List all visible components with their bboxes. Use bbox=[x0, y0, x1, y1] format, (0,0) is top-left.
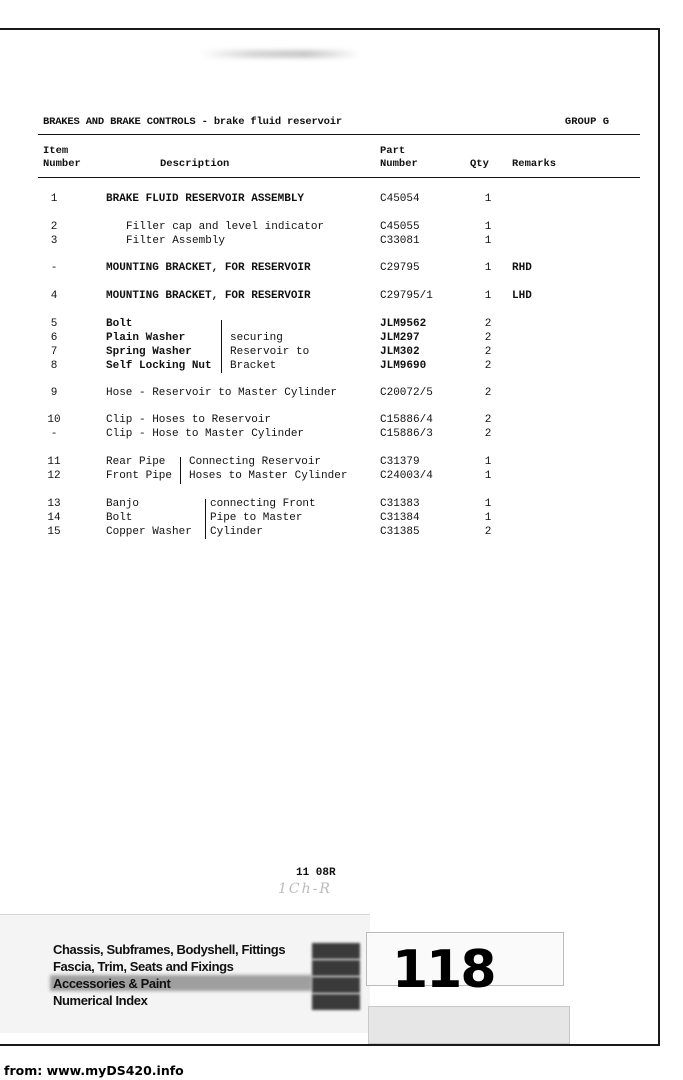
bottom-strip bbox=[368, 1006, 570, 1044]
table-row: 14 Bolt Pipe to Master C31384 1 bbox=[47, 512, 492, 524]
index-tab bbox=[312, 994, 360, 1010]
index-item-accessories: Accessories & Paint bbox=[53, 976, 171, 991]
page-number: 118 bbox=[392, 940, 495, 1000]
table-row: 9 Hose - Reservoir to Master Cylinder C20072/5 2 bbox=[50, 387, 492, 399]
scan-smudge bbox=[200, 50, 360, 58]
table-row: 4 MOUNTING BRACKET, FOR RESERVOIR C29795/1 1 LHD bbox=[50, 290, 532, 302]
section-header bbox=[43, 116, 613, 132]
handwritten-scrawl: 1Ch-R bbox=[278, 881, 332, 897]
table-row: 7 Spring Washer Reservoir to JLM302 2 bbox=[50, 346, 492, 358]
source-credit: from: www.myDS420.info bbox=[4, 1063, 184, 1078]
col-description: Description bbox=[160, 158, 230, 170]
group-brace bbox=[180, 457, 181, 484]
col-part: Part Number bbox=[380, 145, 418, 170]
col-remarks: Remarks bbox=[512, 158, 557, 170]
header-rule bbox=[38, 134, 640, 135]
table-row: 3 Filter Assembly C33081 1 bbox=[50, 235, 492, 247]
section-title: BRAKES AND BRAKE CONTROLS - brake fluid reservoir bbox=[43, 116, 342, 128]
index-tab bbox=[312, 943, 360, 959]
group-brace bbox=[221, 320, 222, 373]
index-tab bbox=[312, 960, 360, 976]
col-item: Item Number bbox=[43, 145, 81, 170]
col-qty: Qty bbox=[470, 158, 489, 170]
group-brace bbox=[205, 499, 206, 539]
table-row: - Clip - Hose to Master Cylinder C15886/3 2 bbox=[50, 428, 492, 440]
page-code: 11 08R bbox=[296, 867, 336, 879]
index-tab bbox=[312, 977, 360, 993]
index-item-fascia: Fascia, Trim, Seats and Fixings bbox=[53, 959, 234, 974]
index-item-chassis: Chassis, Subframes, Bodyshell, Fittings bbox=[53, 942, 286, 957]
table-row: 6 Plain Washer securing JLM297 2 bbox=[50, 332, 492, 344]
column-rule bbox=[38, 177, 640, 178]
table-row: 10 Clip - Hoses to Reservoir C15886/4 2 bbox=[47, 414, 492, 426]
table-row: 5 Bolt JLM9562 2 bbox=[50, 318, 492, 330]
table-row: 15 Copper Washer Cylinder C31385 2 bbox=[47, 526, 492, 538]
table-row: 11 Rear Pipe Connecting Reservoir C31379 1 bbox=[47, 456, 492, 468]
table-row: 8 Self Locking Nut Bracket JLM9690 2 bbox=[50, 360, 492, 372]
group-label: GROUP G bbox=[564, 116, 609, 128]
index-item-numerical: Numerical Index bbox=[53, 993, 148, 1008]
table-row: - MOUNTING BRACKET, FOR RESERVOIR C29795 1 RHD bbox=[50, 262, 532, 274]
table-row: 1 BRAKE FLUID RESERVOIR ASSEMBLY C45054 1 bbox=[50, 193, 492, 205]
table-row: 2 Filler cap and level indicator C45055 1 bbox=[50, 221, 492, 233]
table-row: 13 Banjo connecting Front C31383 1 bbox=[47, 498, 492, 510]
table-row: 12 Front Pipe Hoses to Master Cylinder C24003/4 1 bbox=[47, 470, 492, 482]
